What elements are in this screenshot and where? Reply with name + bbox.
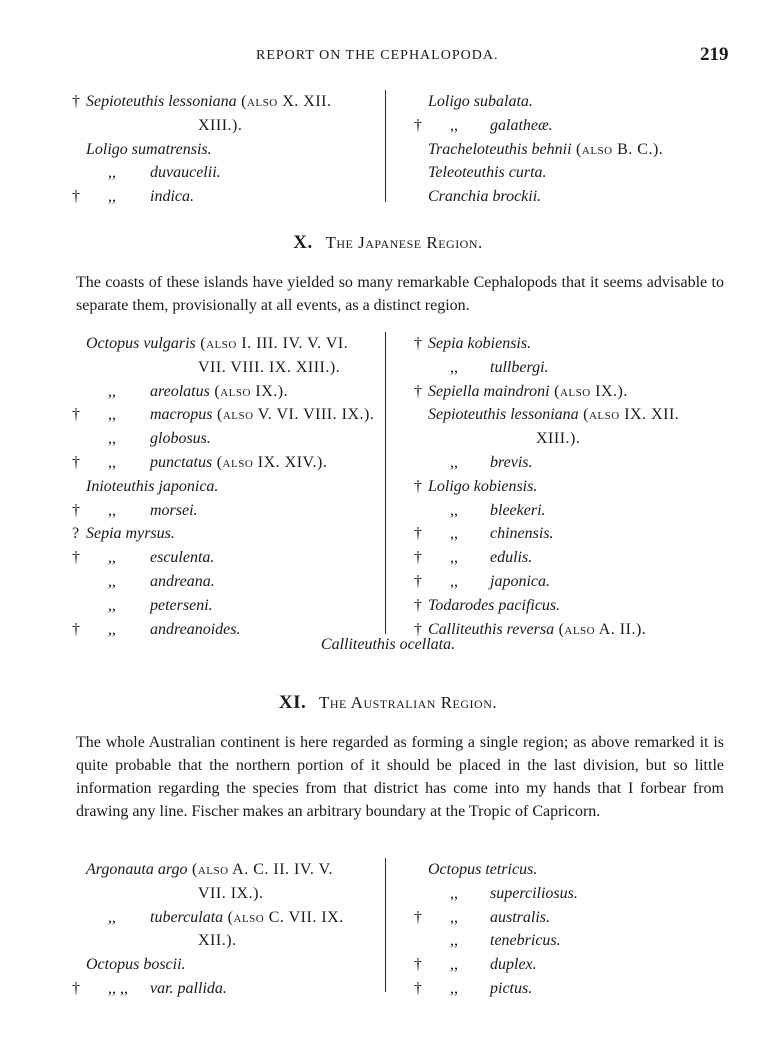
section-heading-japanese-region [0, 232, 776, 254]
species-line [108, 161, 221, 185]
ditto-mark: ,, [450, 501, 458, 519]
species-line [428, 594, 560, 618]
species-line [450, 114, 553, 138]
species-line [428, 161, 547, 185]
species-line [198, 929, 237, 953]
dagger-mark: † [72, 454, 80, 471]
species-line [198, 114, 242, 138]
species-line [428, 90, 533, 114]
ditto-mark: ,, [450, 980, 458, 997]
species-line [108, 977, 227, 1001]
species-name: duvaucelii. [150, 164, 221, 182]
region-note: (also IX. XII. [578, 406, 680, 424]
region-note: VII. IX.). [198, 884, 264, 902]
species-name: indica. [150, 188, 194, 206]
species-name: tullbergi. [490, 358, 549, 376]
species-name: Tracheloteuthis behnii [428, 140, 572, 158]
section-heading-australian-region [0, 692, 776, 714]
dagger-mark: † [414, 477, 422, 495]
dagger-mark: † [72, 620, 80, 638]
section-number: XI. [278, 692, 307, 713]
species-name: Inioteuthis japonica. [86, 477, 219, 495]
section-paragraph-japanese: The coasts of these islands have yielded so many remarkable Cephalopods that it seems advisable to separate them, provisionally at all events, as a distinct region. [76, 274, 724, 314]
dagger-mark: † [72, 501, 80, 519]
species-line [450, 546, 532, 570]
species-name: Argonauta argo [86, 861, 188, 878]
ditto-mark: ,, [450, 358, 458, 376]
species-line [450, 906, 550, 930]
ditto-mark: ,, [108, 596, 116, 614]
region-note: XIII.). [198, 116, 243, 134]
species-name: Loligo sumatrensis. [86, 140, 212, 158]
species-line [198, 882, 263, 906]
region-note: (also X. XII. [236, 93, 332, 110]
species-line [108, 185, 194, 209]
species-line [450, 451, 533, 475]
species-line [450, 570, 550, 594]
dagger-mark: † [72, 93, 80, 110]
species-name: morsei. [150, 501, 198, 519]
species-line [198, 356, 340, 380]
species-name: globosus. [150, 430, 211, 448]
species-name: Sepioteuthis lessoniana [428, 406, 579, 424]
species-line [86, 953, 186, 977]
species-name: Sepia myrsus. [86, 525, 175, 543]
species-name: Octopus tetricus. [428, 861, 538, 878]
species-line [108, 380, 288, 404]
species-name: Octopus vulgaris [86, 335, 196, 352]
dagger-mark: † [72, 188, 80, 206]
species-line [86, 332, 348, 356]
species-name: brevis. [490, 454, 533, 471]
region-note: (also A. C. II. IV. V. [187, 861, 334, 878]
dagger-mark: † [72, 406, 80, 424]
species-name: esculenta. [150, 549, 215, 567]
species-columns-japanese [0, 330, 776, 640]
ditto-mark: ,, [108, 382, 116, 400]
species-line [450, 953, 537, 977]
species-line [428, 475, 537, 499]
species-line [108, 906, 344, 930]
species-line [86, 522, 175, 546]
dagger-mark: † [72, 980, 80, 997]
species-name: andreana. [150, 573, 215, 590]
running-head [0, 42, 776, 68]
species-line [450, 929, 561, 953]
ditto-mark: ,, [108, 164, 116, 182]
species-name: Todarodes pacificus. [428, 596, 561, 614]
region-note: VII. VIII. IX. XIII.). [198, 358, 341, 376]
species-columns-ix-continued [0, 88, 776, 208]
species-name: andreanoides. [150, 620, 241, 638]
species-line [108, 403, 374, 427]
species-line [108, 594, 213, 618]
species-line [450, 499, 546, 523]
centered-species: Calliteuthis ocellata. [320, 636, 456, 653]
ditto-mark: ,, [450, 573, 458, 590]
dagger-mark: † [414, 335, 422, 352]
species-name: pictus. [490, 980, 533, 997]
species-name: chinensis. [490, 525, 554, 543]
species-name: Cranchia brockii. [428, 188, 542, 206]
species-name: Sepiella maindroni [428, 382, 550, 400]
dagger-mark: † [414, 573, 422, 590]
dagger-mark: † [414, 980, 422, 997]
species-line [450, 882, 578, 906]
region-note: (also C. VII. IX. [223, 908, 344, 926]
ditto-mark: ,, [108, 454, 116, 471]
ditto-mark: ,, [108, 406, 116, 424]
species-name: australis. [490, 908, 551, 926]
region-note: (also V. VI. VIII. IX.). [212, 406, 375, 424]
region-note: (also IX.). [549, 382, 628, 400]
dagger-mark: † [414, 116, 422, 134]
species-line [108, 546, 214, 570]
column-divider [385, 858, 386, 992]
species-line [86, 90, 331, 114]
species-line [108, 570, 215, 594]
dagger-mark: † [414, 596, 422, 614]
species-name: Loligo subalata. [428, 93, 533, 110]
species-name: peterseni. [150, 596, 213, 614]
dagger-mark: † [72, 549, 80, 567]
species-line [108, 451, 327, 475]
species-name: Sepioteuthis lessoniana [86, 93, 237, 110]
species-name: Octopus boscii. [86, 956, 186, 974]
dagger-mark: † [414, 525, 422, 543]
species-line [428, 380, 628, 404]
region-note: XII.). [198, 932, 237, 950]
species-name: Loligo kobiensis. [428, 477, 538, 495]
region-note: (also B. C.). [571, 140, 664, 158]
section-number: X. [293, 232, 313, 253]
ditto-mark: ,, [450, 932, 458, 950]
species-line [450, 356, 549, 380]
species-line [428, 138, 663, 162]
dagger-mark: † [414, 908, 422, 926]
ditto-mark: ,, [450, 525, 458, 543]
species-line [108, 427, 211, 451]
species-name: macropus [150, 406, 213, 424]
species-columns-australian [0, 856, 776, 1006]
page-number: 219 [700, 44, 729, 65]
species-name: duplex. [490, 956, 537, 974]
species-name: tenebricus. [490, 932, 561, 950]
species-name: galatheæ. [490, 116, 553, 134]
ditto-mark: ,, [108, 908, 116, 926]
dagger-mark: † [414, 549, 422, 567]
species-line [428, 185, 541, 209]
ditto-mark: ,, [108, 501, 116, 519]
species-name: tuberculata [150, 908, 224, 926]
ditto-mark: ,, [450, 884, 458, 902]
species-name: punctatus [150, 454, 213, 471]
region-note: (also IX. XIV.). [212, 454, 328, 471]
dagger-mark: † [414, 620, 422, 638]
ditto-mark: ,, [450, 116, 458, 134]
species-line [108, 499, 198, 523]
column-divider [385, 332, 386, 634]
species-line [450, 977, 532, 1001]
region-note: (also IX.). [209, 382, 289, 400]
species-line [86, 475, 218, 499]
species-line [428, 858, 537, 882]
species-line [536, 427, 580, 451]
species-name: Teleoteuthis curta. [428, 164, 547, 182]
running-title: REPORT ON THE CEPHALOPODA. [256, 48, 499, 63]
ditto-mark: ,, [108, 430, 116, 448]
species-line [428, 403, 679, 427]
section-title: The Japanese Region. [325, 233, 483, 252]
ditto-mark: ,, [108, 620, 116, 638]
species-name: var. pallida. [150, 980, 227, 997]
species-name: bleekeri. [490, 501, 546, 519]
species-line [86, 858, 333, 882]
section-title: The Australian Region. [318, 693, 498, 712]
species-name: Calliteuthis reversa [428, 620, 555, 638]
species-name: areolatus [150, 382, 210, 400]
ditto-mark: ,, ,, [108, 980, 128, 997]
ditto-mark: ,, [450, 956, 458, 974]
species-name: Sepia kobiensis. [428, 335, 532, 352]
species-name: edulis. [490, 549, 533, 567]
ditto-mark: ,, [108, 549, 116, 567]
dagger-mark: † [414, 956, 422, 974]
dagger-mark: † [414, 382, 422, 400]
section-paragraph-australian: The whole Australian continent is here regarded as forming a single region; as above remarked it is quite probable that the northern portion of it should be placed in the last division, but so little information regarding the species from that district has come into my hands that I forbear from drawing any line. Fischer makes an arbitrary boundary at the Tropic of Capricorn. [76, 734, 724, 820]
column-divider [385, 90, 386, 202]
ditto-mark: ,, [108, 188, 116, 206]
species-name: japonica. [490, 573, 550, 590]
species-line [86, 138, 212, 162]
ditto-mark: ,, [108, 573, 116, 590]
dagger-mark: ? [72, 525, 80, 543]
ditto-mark: ,, [450, 549, 458, 567]
ditto-mark: ,, [450, 454, 458, 471]
region-note: XIII.). [536, 430, 581, 448]
species-line [428, 332, 531, 356]
ditto-mark: ,, [450, 908, 458, 926]
region-note: (also I. III. IV. V. VI. [195, 335, 349, 352]
species-line [450, 522, 554, 546]
species-name: superciliosus. [490, 884, 578, 902]
region-note: (also A. II.). [554, 620, 647, 638]
